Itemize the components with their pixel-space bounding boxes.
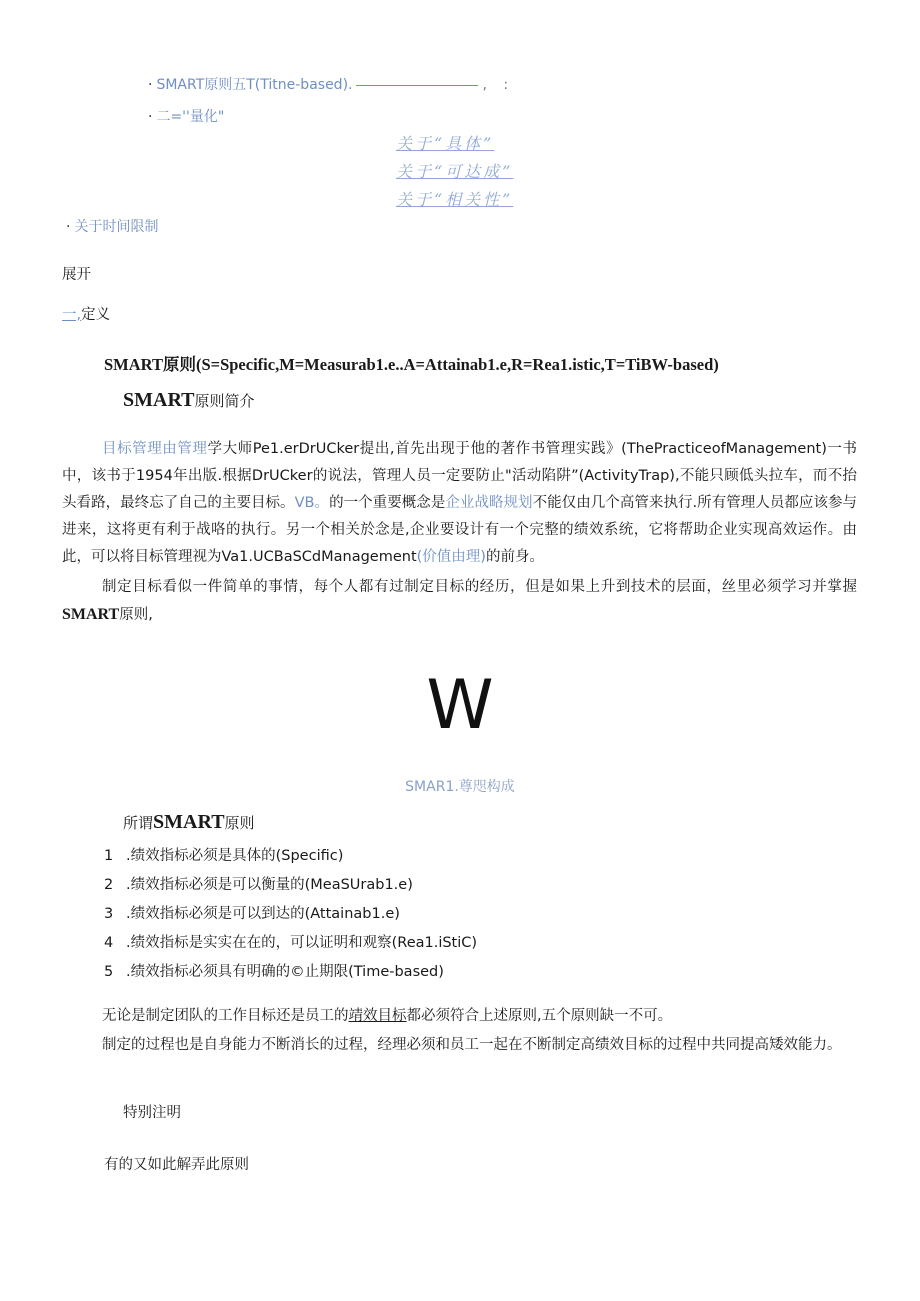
smart-intro-paragraph [62,574,857,629]
list-text: .绩效指标必须是可以衡量的(MeaSUrab1.e) [126,877,413,893]
list-text: .绩效指标必须是可以到达的(Attainab1.e) [126,906,400,922]
toc-underline [356,84,478,86]
list-item [104,842,477,871]
intro-heading-rest: 原则简介 [194,392,255,410]
para1-text4: 的前身。 [485,549,544,565]
toc-link-time-based[interactable]: SMART原则五T(Titne-based). [156,77,353,93]
so-called-prefix: 所谓 [123,814,154,832]
list-text: .绩效指标必须具有明确的©止期限(Time-based) [126,964,444,980]
list-text: .绩效指标是实实在在的，可以证明和观察(Rea1.iStiC) [126,935,478,951]
expand-toggle[interactable]: 展开 [62,267,91,283]
section-heading [62,303,110,324]
toc-tail: , : [482,77,515,93]
so-called-suffix: 原则 [224,814,255,832]
so-called-bold: SMART [153,811,225,833]
para1-text2: 的一个重要概念是 [329,495,446,511]
bullet-icon: · [66,219,71,235]
toc-item-time-based[interactable] [148,74,514,94]
list-number: 1 [104,848,114,864]
smart-criteria-list [104,842,477,987]
principle-paragraph [62,1003,857,1030]
section-title: 定义 [81,307,111,323]
toc-link-attainable[interactable]: 关于“可达成” [396,162,514,181]
intro-paragraph [62,436,857,571]
para1-text1: 学大师Pe1.erDrUCker提出,首先出现于他的著作书管理实践》(ThePracticeofManagement)一书中，该书于1954年出版.根据DrUCker的说法，管理人员一定要防止"活动陷阱”(ActivityTrap),不能只顾低头拉车，而不抬头看路，最终忘了自己的主要目标。 [62,441,857,511]
toc-link-relevant[interactable]: 关于“相关性” [396,190,514,209]
link-vb[interactable]: VB。 [294,495,330,511]
link-value-management[interactable]: (价值由理) [416,549,486,565]
intro-heading-bold: SMART [123,389,195,411]
toc-item-quantify[interactable] [148,106,224,126]
bullet-icon: · [148,77,153,93]
section-number-link[interactable]: 一, [62,307,82,323]
toc-item-time-limit[interactable] [66,216,158,236]
special-note: 特别注明 [123,1105,181,1121]
link-strategy-planning[interactable]: 企业战略规划 [445,495,533,511]
list-item [104,958,477,987]
figure-caption: SMAR1.尊咫构成 [405,779,515,795]
process-paragraph: 制定的过程也是自身能力不断消长的过程，经理必须和员工一起在不断制定高绩效目标的过程中共同提高矮效能力。 [102,1037,842,1053]
para3-underlined: 靖效目标 [348,1008,407,1024]
list-text: .绩效指标必须是具体的(Specific) [126,848,344,864]
para3-text2: 都必须符合上述原则,五个原则缺一不可。 [406,1008,673,1024]
toc-link-specific[interactable]: 关于“具体” [396,134,495,153]
last-line: 有的又如此解弄此原则 [104,1157,249,1173]
list-number: 4 [104,935,114,951]
toc-link-time-limit[interactable]: 关于时间限制 [74,219,159,235]
figure-glyph: W [426,666,494,745]
para1-text3: 不能仅由几个高管来执行.所有管理人员都应该参与进来，这将更有利于战咯的执行。另一个相关於念是,企业要设计有一个完整的绩效系统，它将帮助企业实现高效运作。由此，可以将目标管理视为Va1.UCBaSCdManagement [62,495,858,565]
list-number: 2 [104,877,114,893]
bullet-icon: · [148,109,153,125]
list-item [104,871,477,900]
toc-link-quantify[interactable]: 二=''量化" [156,109,225,125]
list-number: 5 [104,964,114,980]
link-objective-management[interactable]: 目标管理由管理 [102,441,208,457]
list-item [104,900,477,929]
list-item [104,929,477,958]
para2-tail: 原则, [119,607,153,623]
list-number: 3 [104,906,114,922]
para3-text1: 无论是制定团队的工作目标还是员工的 [102,1008,349,1024]
para2-bold: SMART [62,606,120,623]
para2-text: 制定目标看似一件简单的事情，每个人都有过制定目标的经历，但是如果上升到技术的层面，丝里必须学习并掌握 [102,579,857,595]
intro-heading [123,389,255,412]
smart-definition-heading: SMART原则(S=Specific,M=Measurab1.e..A=Attainab1.e,R=Rea1.istic,T=TiBW-based) [104,355,719,374]
so-called-heading [123,811,255,834]
